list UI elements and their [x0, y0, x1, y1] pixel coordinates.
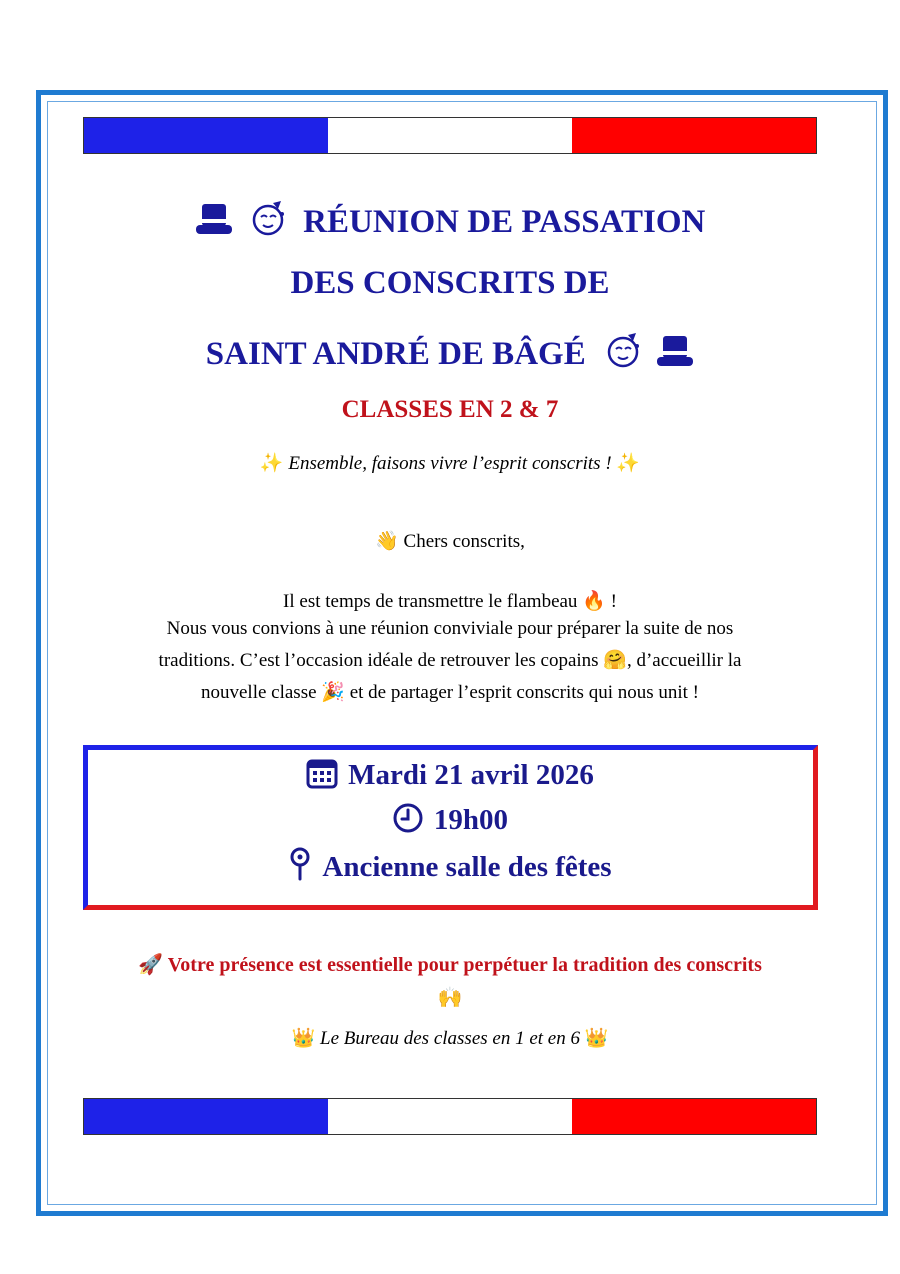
top-hat-icon — [656, 334, 694, 368]
paragraph-line-3 — [0, 648, 900, 672]
raising-hands-icon: 🙌 — [437, 985, 463, 1009]
partying-face-icon — [249, 200, 287, 236]
paragraph-text: ! — [610, 591, 617, 612]
event-place-text: Ancienne salle des fêtes — [322, 851, 612, 883]
hugging-face-icon: 🤗 — [603, 649, 627, 671]
flag-white-stripe — [328, 1099, 572, 1134]
calendar-icon — [306, 757, 338, 789]
paragraph-text: nouvelle classe — [200, 682, 317, 703]
greeting-text: Chers conscrits, — [403, 531, 525, 552]
title-line-1 — [0, 200, 900, 241]
event-place — [0, 847, 900, 884]
paragraph-text: Il est temps de transmettre le flambeau — [283, 591, 578, 612]
event-date-text: Mardi 21 avril 2026 — [348, 759, 594, 791]
event-time — [0, 802, 900, 837]
crown-icon: 👑 — [291, 1027, 316, 1049]
title-line-2: DES CONSCRITS DE — [290, 265, 610, 301]
party-popper-icon: 🎉 — [321, 681, 345, 703]
flag-red-stripe — [572, 118, 816, 153]
tagline-text: Ensemble, faisons vivre l’esprit conscrits ! — [288, 453, 612, 474]
clock-icon — [392, 802, 424, 834]
greeting — [0, 529, 900, 553]
partying-face-icon — [604, 332, 642, 368]
signature — [0, 1026, 900, 1050]
pin-icon — [288, 847, 312, 881]
title-line-3 — [0, 332, 900, 373]
paragraph-text: traditions. C’est l’occasion idéale de retrouver les copains — [158, 650, 599, 671]
sparkles-icon: ✨ — [259, 452, 284, 474]
event-date — [0, 757, 900, 792]
flag-blue-stripe — [84, 1099, 328, 1134]
paragraph-line-4 — [0, 680, 900, 704]
rocket-icon: 🚀 — [138, 952, 164, 976]
event-time-text: 19h00 — [433, 804, 509, 836]
french-flag-bottom — [83, 1098, 817, 1135]
french-flag-top — [83, 117, 817, 154]
flag-red-stripe — [572, 1099, 816, 1134]
signature-text: Le Bureau des classes en 1 et en 6 — [320, 1028, 580, 1049]
presence-text: Votre présence est essentielle pour perpétuer la tradition des conscrits — [167, 954, 762, 976]
waving-hand-icon: 👋 — [375, 530, 399, 552]
paragraph-line-2: Nous vous convions à une réunion conviviale pour préparer la suite de nos — [166, 618, 734, 639]
paragraph-text: et de partager l’esprit conscrits qui nous unit ! — [349, 682, 699, 703]
classes-subtitle: CLASSES EN 2 & 7 — [341, 396, 559, 423]
fire-icon: 🔥 — [582, 590, 606, 612]
presence-message — [0, 948, 900, 1014]
title-text-3: SAINT ANDRÉ DE BÂGÉ — [205, 336, 586, 372]
flag-white-stripe — [328, 118, 572, 153]
paragraph-text: , d’accueillir la — [626, 650, 742, 671]
tagline — [0, 451, 900, 475]
sparkles-icon: ✨ — [616, 452, 641, 474]
flag-blue-stripe — [84, 118, 328, 153]
top-hat-icon — [195, 202, 233, 236]
title-text-1: RÉUNION DE PASSATION — [303, 204, 706, 240]
paragraph-line-1 — [0, 589, 900, 613]
crown-icon: 👑 — [584, 1027, 609, 1049]
